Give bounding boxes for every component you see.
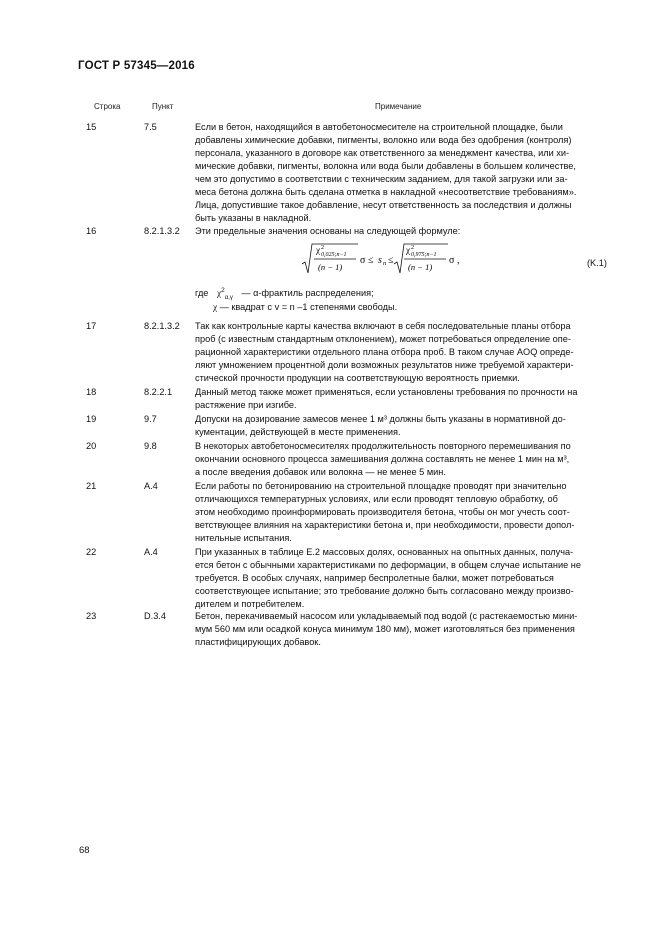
row-note: Эти предельные значения основаны на следующей формуле: — [195, 226, 461, 236]
column-header-row: Строка — [94, 102, 121, 111]
row-number: 23 — [86, 611, 97, 621]
row-note: При указанных в таблице Е.2 массовых долях, основанных на опытных данных, получа- ется бетон с обычными характеристиками по деформации, в общем случае испытание не требуется. В особых случаях, например беспролетные балки, может потребоваться соответствующее испытание; это требование должно быть согласовано между произво- дителем и потребителем. — [195, 547, 581, 609]
row-note: Бетон, перекачиваемый насосом или укладываемый под водой (с растекаемостью мини- мум 560 мм или осадкой конуса минимум 180 мм), может изготовляться без применения пластифицирующих добавок. — [195, 611, 578, 647]
row-note: Допуски на дозирование замесов менее 1 м³ должны быть указаны в нормативной до- кументации, действующей в месте применения. — [195, 414, 566, 437]
svg-text:0,025;n−1: 0,025;n−1 — [321, 252, 347, 258]
row-note: Если в бетон, находящийся в автобетоносмесителе на строительной площадке, были добавлены химические добавки, пигменты, волокно или вода без одобрения (контроля) персонала, указанного в договоре как ответственного за менеджмент качества, или хи- мические добавки, пигменты, волокна или вода были добавлены в большем количестве, чем это допустимо в соответствии с техническим заданием, для такой загрузки или за- меса бетона должна быть сделана отметка в накладной «несоответствие требованиям». Лица, допустившие такое добавление, несут ответственность за последствия и должны быть указаны в накладной. — [195, 122, 577, 223]
row-point: D.3.4 — [144, 611, 166, 621]
svg-text:2: 2 — [321, 245, 324, 251]
svg-text:χ: χ — [406, 245, 410, 255]
row-number: 22 — [86, 547, 97, 557]
row-number: 17 — [86, 321, 97, 331]
row-point: 7.5 — [144, 122, 157, 132]
column-header-note: Примечание — [375, 102, 422, 111]
svg-text:,: , — [457, 255, 460, 266]
svg-text:(n − 1): (n − 1) — [318, 262, 343, 272]
svg-text:0,975;n−1: 0,975;n−1 — [411, 252, 437, 258]
row-number: 18 — [86, 387, 97, 397]
row-number: 16 — [86, 226, 97, 236]
row-point: 8.2.2.1 — [144, 387, 173, 397]
row-point: 8.2.1.3.2 — [144, 226, 180, 236]
row-number: 15 — [86, 122, 97, 132]
svg-text:σ: σ — [360, 255, 366, 266]
formula-number: (K.1) — [587, 258, 607, 268]
row-number: 19 — [86, 414, 97, 424]
svg-text:≤: ≤ — [368, 255, 374, 266]
svg-text:≤: ≤ — [388, 255, 394, 266]
row-note: Данный метод также может применяться, если установлены требования по прочности на растяжение при изгибе. — [195, 387, 578, 410]
row-point: 9.8 — [144, 441, 157, 451]
column-header-point: Пункт — [152, 102, 174, 111]
row-point: А.4 — [144, 547, 158, 557]
definition-1: где $\chi^2_{\alpha,\gamma}$ — α-фрактиль распределения; — [195, 286, 374, 301]
row-number: 20 — [86, 441, 97, 451]
row-note: Если работы по бетонированию на строительной площадке проводят при значительно отличающихся температурных условиях, или если проводят тепловую обработку, об этом необходимо проинформировать производителя бетона, чтобы он мог учесть соот- ветствующее влияния на характеристики бетона и, при необходимости, провести допол- нительные испытания. — [195, 481, 575, 543]
svg-text:χ: χ — [316, 245, 320, 255]
formula-k1 — [300, 242, 480, 276]
row-number: 21 — [86, 481, 97, 491]
svg-text:σ: σ — [449, 255, 455, 266]
definition-2: χ — квадрат с v = n –1 степенями свободы. — [213, 302, 398, 312]
row-note: Так как контрольные карты качества включают в себя последовательные планы отбора проб (с известным стандартным отклонением), может потребоваться определение опе- рационной характеристики отдельного плана отбора проб. В таком случае AOQ опреде- ляют умножением процентной доли возможных результатов ниже требуемой характери- стической прочности продукции на соответствующую вероятность приемки. — [195, 321, 574, 383]
row-point: А.4 — [144, 481, 158, 491]
svg-text:n: n — [383, 260, 387, 267]
svg-text:2: 2 — [411, 245, 414, 251]
svg-text:s: s — [378, 255, 382, 266]
svg-text:(n − 1): (n − 1) — [408, 262, 433, 272]
row-note: В некоторых автобетоносмесителях продолжительность повторного перемешивания по окончании основного процесса замешивания должна составлять не менее 1 мин на м³, а после введения добавок или волокна — не менее 5 мин. — [195, 441, 571, 477]
row-point: 8.2.1.3.2 — [144, 321, 180, 331]
document-header: ГОСТ Р 57345—2016 — [78, 60, 195, 72]
page-number: 68 — [79, 845, 90, 856]
row-point: 9.7 — [144, 414, 157, 424]
